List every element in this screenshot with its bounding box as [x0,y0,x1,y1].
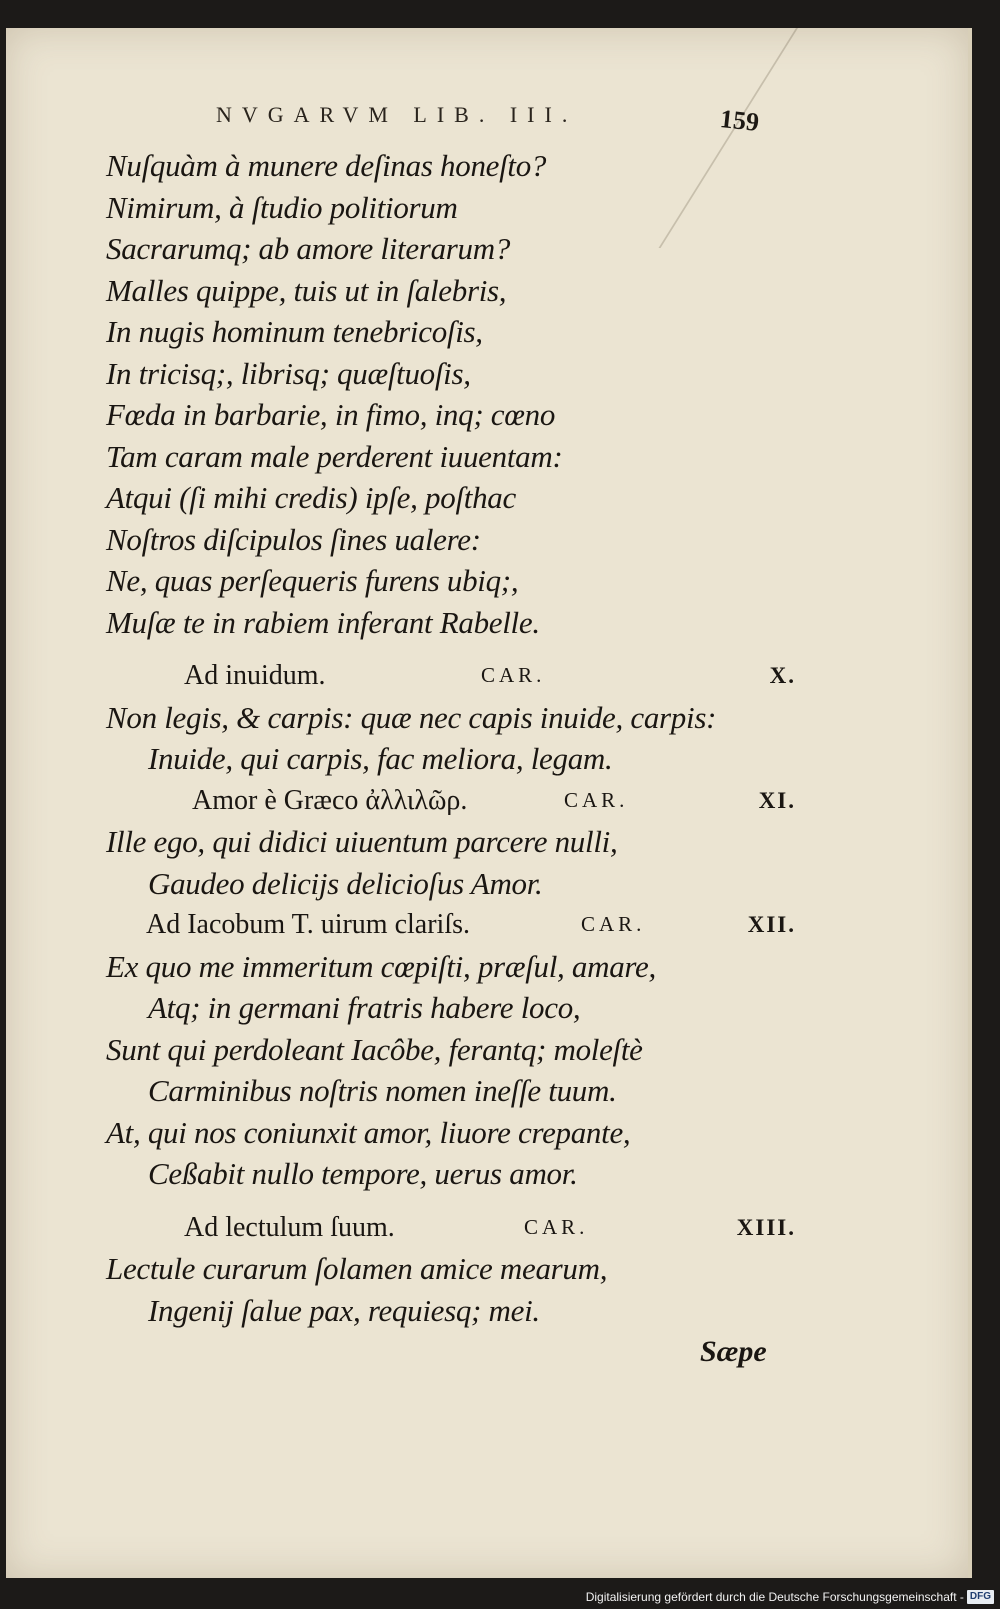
verse-line: Ille ego, qui didici uiuentum parcere nulli, [106,824,618,859]
carmen-heading [106,655,796,697]
page-number: 159 [718,104,761,137]
verse-line: At, qui nos coniunxit amor, liuore crepante, [106,1114,631,1150]
verse-line: Noſtros diſcipulos ſines ualere: [106,521,481,557]
verse-line: Non legis, & carpis: quæ nec capis inuide, carpis: [106,699,717,735]
verse-line: In tricisq;, librisq; quæſtuoſis, [106,355,471,391]
carmen-label: CAR. [481,663,546,687]
verse-line: Inuide, qui carpis, fac meliora, legam. [148,741,613,776]
verse-line: Sacrarumq; ab amore literarum? [106,231,511,266]
carmen-label: CAR. [524,1214,589,1239]
carmen-number: XI. [758,787,796,813]
verse-line: Fœda in barbarie, in fimo, inq; cœno [106,397,556,432]
footer-credit: Digitalisierung gefördert durch die Deutsche Forschungsgemeinschaft - [585,1590,964,1604]
carmen-xii [106,904,796,1195]
carmen-number: XII. [747,912,796,937]
page-header [216,102,768,138]
verse-line: In nugis hominum tenebricoſis, [106,314,483,349]
carmen-heading [106,1207,796,1249]
running-title: NVGARVM LIB. III. [216,102,578,127]
verse-line: Ex quo me immeritum cœpiſti, præſul, amare, [106,948,656,984]
text-block [106,145,796,1331]
spacer [106,1195,796,1207]
verse-line: Ingenij ſalue pax, requiesq; mei. [148,1292,540,1328]
verse-line: Lectule curarum ſolamen amice mearum, [106,1251,608,1286]
dfg-logo: DFG [967,1590,994,1604]
carmen-title: Ad inuidum. [184,660,326,691]
carmen-number: XIII. [736,1214,796,1240]
verse-line: Muſæ te in rabiem inferant Rabelle. [106,604,540,640]
carmen-xi [106,780,796,905]
carmen-heading [106,904,796,946]
verse-line: Malles quippe, tuis ut in ſalebris, [106,272,507,308]
verse-line: Ceßabit nullo tempore, uerus amor. [148,1156,578,1191]
verse-line: Atq; in germani fratris habere loco, [148,990,581,1025]
poem-continued [106,145,796,643]
carmen-xiii [106,1207,796,1332]
verse-line: Tam caram male perderent iuuentam: [106,438,563,474]
verse-line: Ne, quas perſequeris furens ubiq;, [106,563,519,598]
verse-line: Gaudeo delicijs delicioſus Amor. [148,865,543,901]
carmen-title: Ad lectulum ſuum. [184,1211,395,1243]
verse-line: Sunt qui perdoleant Iacôbe, ferantq; moleſtè [106,1031,643,1067]
carmen-title: Ad Iacobum T. uirum clariſs. [146,909,470,940]
digitization-footer [586,1589,994,1605]
carmen-title: Amor è Græco ἀλλιλῶρ. [192,784,468,816]
catchword: Sæpe [700,1335,767,1368]
verse-line: Nimirum, à ſtudio politiorum [106,189,458,225]
carmen-label: CAR. [581,912,646,936]
carmen-number: X. [769,663,796,688]
carmen-x [106,655,796,780]
spacer [106,643,796,655]
verse-line: Carminibus noſtris nomen ineſſe tuum. [148,1073,617,1108]
verse-line: Atqui (ſi mihi credis) ipſe, poſthac [106,480,516,515]
carmen-heading [106,780,796,822]
carmen-label: CAR. [564,787,629,812]
verse-line: Nuſquàm à munere deſinas honeſto? [106,148,547,183]
